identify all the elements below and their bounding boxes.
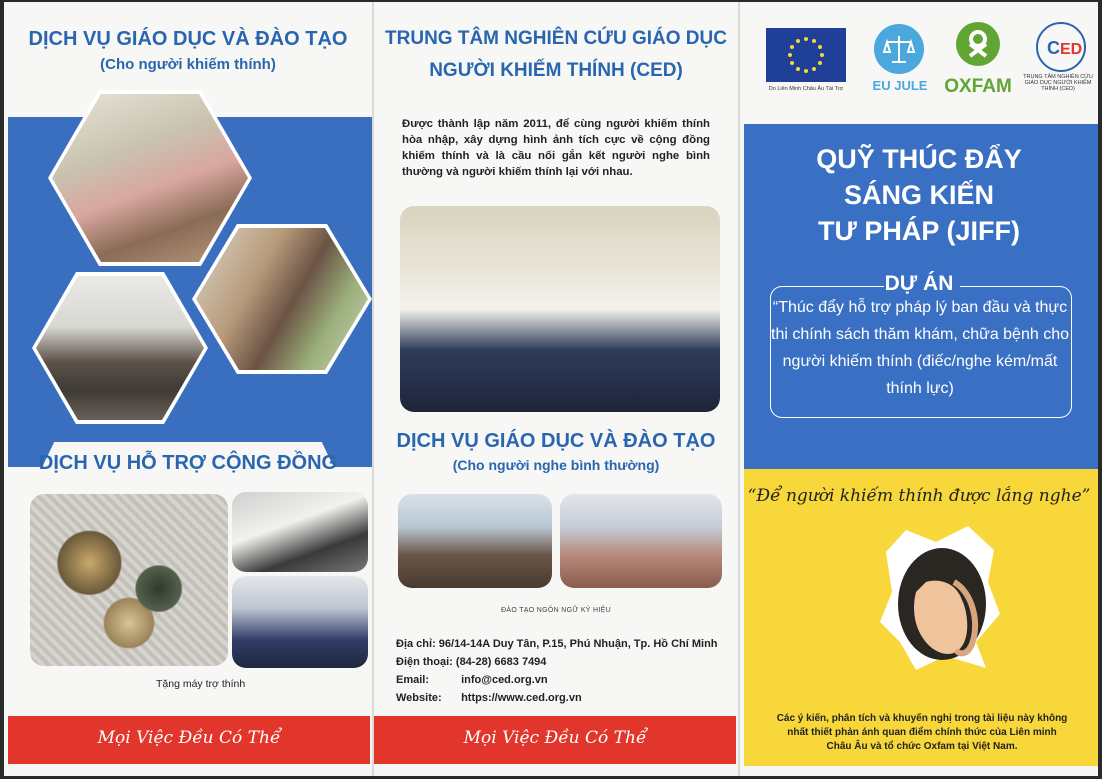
oxfam-label: OXFAM [944,76,1012,97]
intro-text: Được thành lập năm 2011, để cùng người khiếm thính hòa nhập, xây dựng hình ảnh tích cực về cộng đồng khiếm thính và là cầu nối gắn kết người nghe bình thường và người khiếm thính lại với nhau. [402,118,710,178]
red-band-middle [374,716,736,764]
oxfam-logo-icon [956,22,1000,66]
project-label: DỰ ÁN [884,272,954,295]
subheading-deaf: (Cho người khiếm thính) [100,56,276,73]
svg-text:ED: ED [1060,41,1083,58]
disclaimer-text: Các ý kiến, phân tích và khuyến nghị trong tài liệu này không nhất thiết phản ánh quan điểm chính thức của Liên minh Châu Âu và tổ chức Oxfam tại Việt Nam. [776,713,1068,752]
red-band-left [8,716,370,764]
tagline: “Để người khiếm thính được lắng nghe” [747,486,1091,506]
subheading-hearing: (Cho người nghe bình thường) [452,457,660,473]
caption-sign-language: ĐÀO TẠO NGÔN NGỮ KÝ HIỆU [501,607,611,614]
photo-fitting [232,492,368,572]
eu-flag-icon [766,28,846,82]
project-quote: “Thúc đẩy hỗ trợ pháp lý ban đầu và thực thi chính sách thăm khám, chữa bệnh cho người khiếm thính (điếc/nghe kém/mất thính lực) [771,299,1069,397]
heading-ced-line2: NGƯỜI KHIẾM THÍNH (CED) [429,60,683,81]
slogan-middle: Mọi Việc Đều Có Thể [463,728,647,748]
contact-phone [396,656,546,668]
ced-logo-icon [1036,22,1086,72]
caption-hearing-aid: Tặng máy trợ thính [156,678,246,690]
contact-address [396,638,718,650]
ced-caption: TRUNG TÂM NGHIÊN CỨU GIÁO DỤC NGƯỜI KHIẾM THÍNH (CED) [1023,74,1093,92]
phone-label: Điện thoại: [396,656,453,668]
title-line-3: TƯ PHÁP (JIFF) [818,216,1020,246]
title-line-2: SÁNG KIẾN [843,180,995,210]
photo-hearing-aids [30,494,228,666]
photo-sign-class-1 [398,494,552,588]
address-value: 96/14-14A Duy Tân, P.15, Phú Nhuận, Tp. Hồ Chí Minh [438,638,718,650]
slogan-left: Mọi Việc Đều Có Thể [97,728,281,748]
website-value[interactable]: https://www.ced.org.vn [461,692,582,704]
website-label: Website: [396,692,442,704]
svg-text:C: C [1047,38,1060,58]
heading-education-deaf: DỊCH VỤ GIÁO DỤC VÀ ĐÀO TẠO [28,28,348,50]
panel-middle [374,2,738,776]
photo-audience [232,576,368,668]
eujule-label: EU JULE [872,78,928,93]
heading-community: DỊCH VỤ HỖ TRỢ CỘNG ĐỒNG [38,452,338,474]
phone-value: (84-28) 6683 7494 [455,656,547,668]
title-line-1: QUỸ THÚC ĐẨY [816,144,1022,174]
photo-group-ced [400,206,720,412]
eujule-scales-icon [874,24,924,74]
ear-listening-illustration [876,522,1004,672]
photo-sign-class-2 [560,494,722,588]
email-value[interactable]: info@ced.org.vn [461,674,548,686]
panel-right [740,2,1098,776]
contact-website [396,692,582,704]
heading-services-hearing: DỊCH VỤ GIÁO DỤC VÀ ĐÀO TẠO [396,430,716,452]
address-label: Địa chỉ: [396,638,436,650]
panel-left [4,2,372,776]
contact-email [396,674,548,686]
eu-caption: Do Liên Minh Châu Âu Tài Trợ [768,86,844,92]
brochure-sheet [4,2,1098,776]
heading-ced: TRUNG TÂM NGHIÊN CỨU GIÁO DỤC [385,28,727,49]
email-label: Email: [396,674,430,686]
